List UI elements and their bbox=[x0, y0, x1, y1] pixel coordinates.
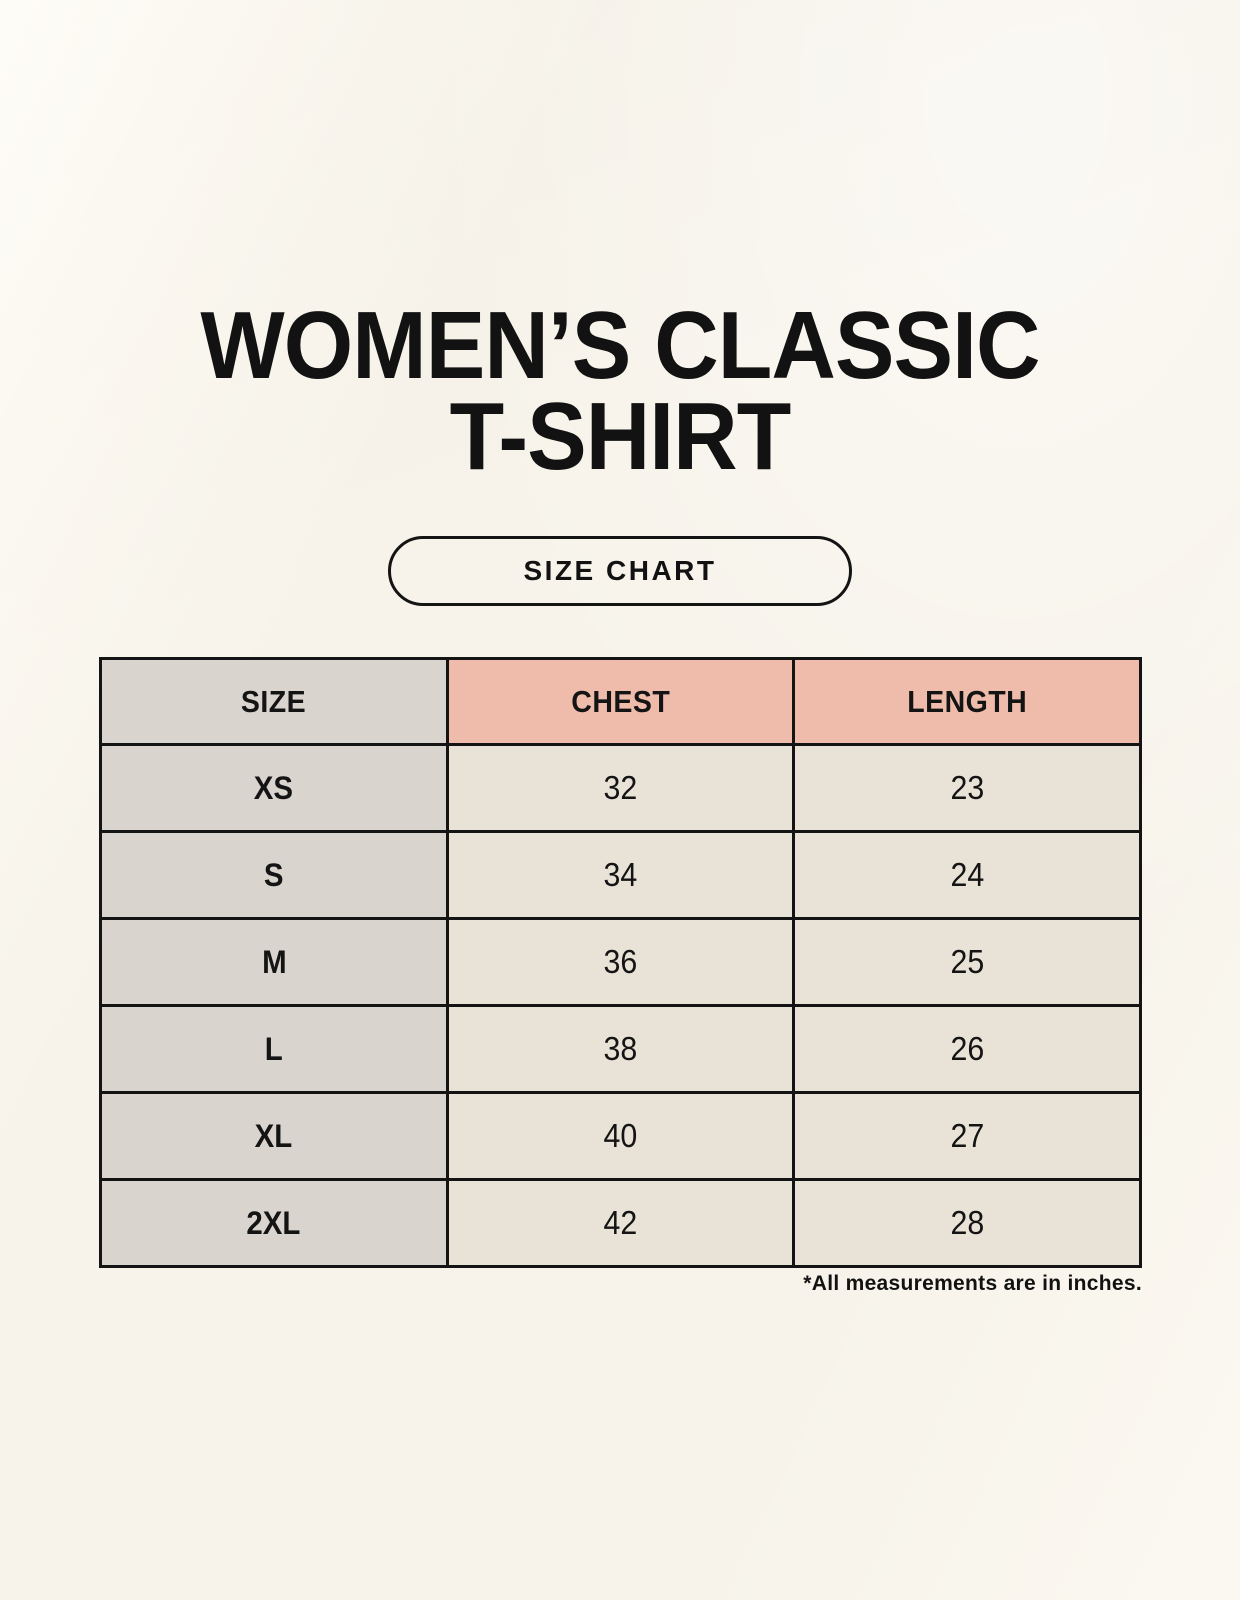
length-cell bbox=[794, 745, 1141, 832]
size-label: L bbox=[264, 1030, 283, 1067]
table-header-row bbox=[101, 659, 1141, 745]
chest-value: 40 bbox=[603, 1117, 638, 1154]
table-row-xl bbox=[101, 1093, 1141, 1180]
size-chart-table bbox=[99, 657, 1142, 1268]
size-label: M bbox=[261, 943, 287, 980]
chest-value: 38 bbox=[603, 1030, 638, 1067]
chest-cell bbox=[447, 919, 794, 1006]
length-cell bbox=[794, 832, 1141, 919]
size-label: XL bbox=[255, 1117, 293, 1154]
length-cell bbox=[794, 1006, 1141, 1093]
length-value: 27 bbox=[950, 1117, 985, 1154]
chest-cell bbox=[447, 832, 794, 919]
page-title-line-2: T-SHIRT bbox=[449, 383, 791, 491]
length-cell bbox=[794, 1093, 1141, 1180]
column-header-chest-label: CHEST bbox=[570, 683, 670, 719]
page-title-line-1: WOMEN’S CLASSIC bbox=[200, 292, 1040, 399]
measurements-footnote: *All measurements are in inches. bbox=[803, 1272, 1142, 1295]
chest-value: 32 bbox=[603, 769, 638, 806]
table-row-m bbox=[101, 919, 1141, 1006]
chest-value: 34 bbox=[603, 856, 638, 893]
size-cell bbox=[101, 1093, 448, 1180]
length-value: 28 bbox=[950, 1204, 985, 1241]
length-value: 26 bbox=[950, 1030, 985, 1067]
size-chart-badge-label: SIZE CHART bbox=[523, 555, 717, 586]
chest-cell bbox=[447, 745, 794, 832]
size-label: 2XL bbox=[246, 1204, 301, 1241]
table-row-2xl bbox=[101, 1180, 1141, 1267]
table-row-s bbox=[101, 832, 1141, 919]
length-value: 23 bbox=[950, 769, 985, 806]
table-row-l bbox=[101, 1006, 1141, 1093]
size-chart-badge bbox=[388, 536, 852, 606]
page-title bbox=[43, 292, 1196, 491]
length-cell bbox=[794, 1180, 1141, 1267]
length-cell bbox=[794, 919, 1141, 1006]
column-header-length-label: LENGTH bbox=[907, 683, 1028, 719]
size-cell bbox=[101, 745, 448, 832]
length-value: 25 bbox=[950, 943, 985, 980]
chest-cell bbox=[447, 1006, 794, 1093]
chest-cell bbox=[447, 1180, 794, 1267]
size-label: XS bbox=[254, 769, 294, 806]
column-header-size-label: SIZE bbox=[241, 683, 307, 719]
chest-value: 36 bbox=[603, 943, 638, 980]
size-cell bbox=[101, 832, 448, 919]
column-header-chest bbox=[447, 659, 794, 745]
size-cell bbox=[101, 1006, 448, 1093]
size-cell bbox=[101, 919, 448, 1006]
chest-value: 42 bbox=[603, 1204, 638, 1241]
column-header-length bbox=[794, 659, 1141, 745]
column-header-size bbox=[101, 659, 448, 745]
chest-cell bbox=[447, 1093, 794, 1180]
size-cell bbox=[101, 1180, 448, 1267]
table-row-xs bbox=[101, 745, 1141, 832]
size-label: S bbox=[264, 856, 284, 893]
length-value: 24 bbox=[950, 856, 985, 893]
